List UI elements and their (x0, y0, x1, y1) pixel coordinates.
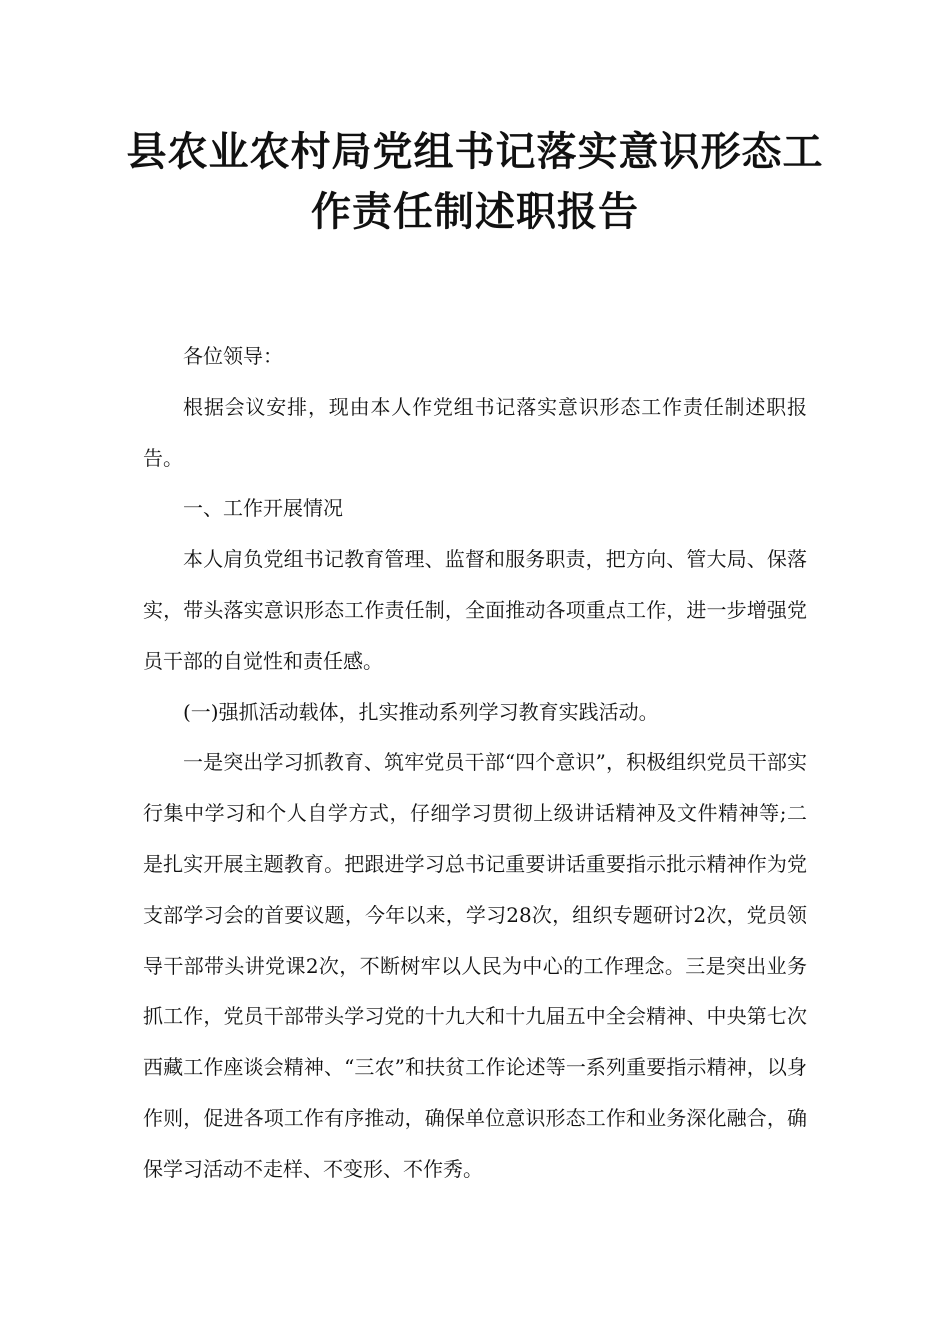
section-heading: 一、工作开展情况 (183, 496, 343, 521)
body-paragraph: 本人肩负党组书记教育管理、监督和服务职责，把方向、管大局、保落实，带头落实意识形态工作责任制，全面推动各项重点工作，进一步增强党员干部的自觉性和责任感。 (143, 547, 807, 673)
document-body (143, 331, 807, 1195)
subsection-heading: (一)强抓活动载体，扎实推动系列学习教育实践活动。 (183, 699, 659, 724)
intro-paragraph: 根据会议安排，现由本人作党组书记落实意识形态工作责任制述职报告。 (143, 394, 807, 470)
document-title: 县农业农村局党组书记落实意识形态工作责任制述职报告 (126, 129, 824, 235)
salutation: 各位领导： (183, 344, 283, 368)
body-paragraph: 一是突出学习抓教育、筑牢党员干部“四个意识”，积极组织党员干部实行集中学习和个人自学方式，仔细学习贯彻上级讲话精神及文件精神等;二是扎实开展主题教育。把跟进学习总书记重要讲话重要指示批示精神作为党支部学习会的首要议题，今年以来，学习28次，组织专题研讨2次，党员领导干部带头讲党课2次，不断树牢以人民为中心的工作理念。三是突出业务抓工作，党员干部带头学习党的十九大和十九届五中全会精神、中央第七次西藏工作座谈会精神、“三农”和扶贫工作论述等一系列重要指示精神，以身作则，促进各项工作有序推动，确保单位意识形态工作和业务深化融合，确保学习活动不走样、不变形、不作秀。 (143, 750, 807, 1181)
